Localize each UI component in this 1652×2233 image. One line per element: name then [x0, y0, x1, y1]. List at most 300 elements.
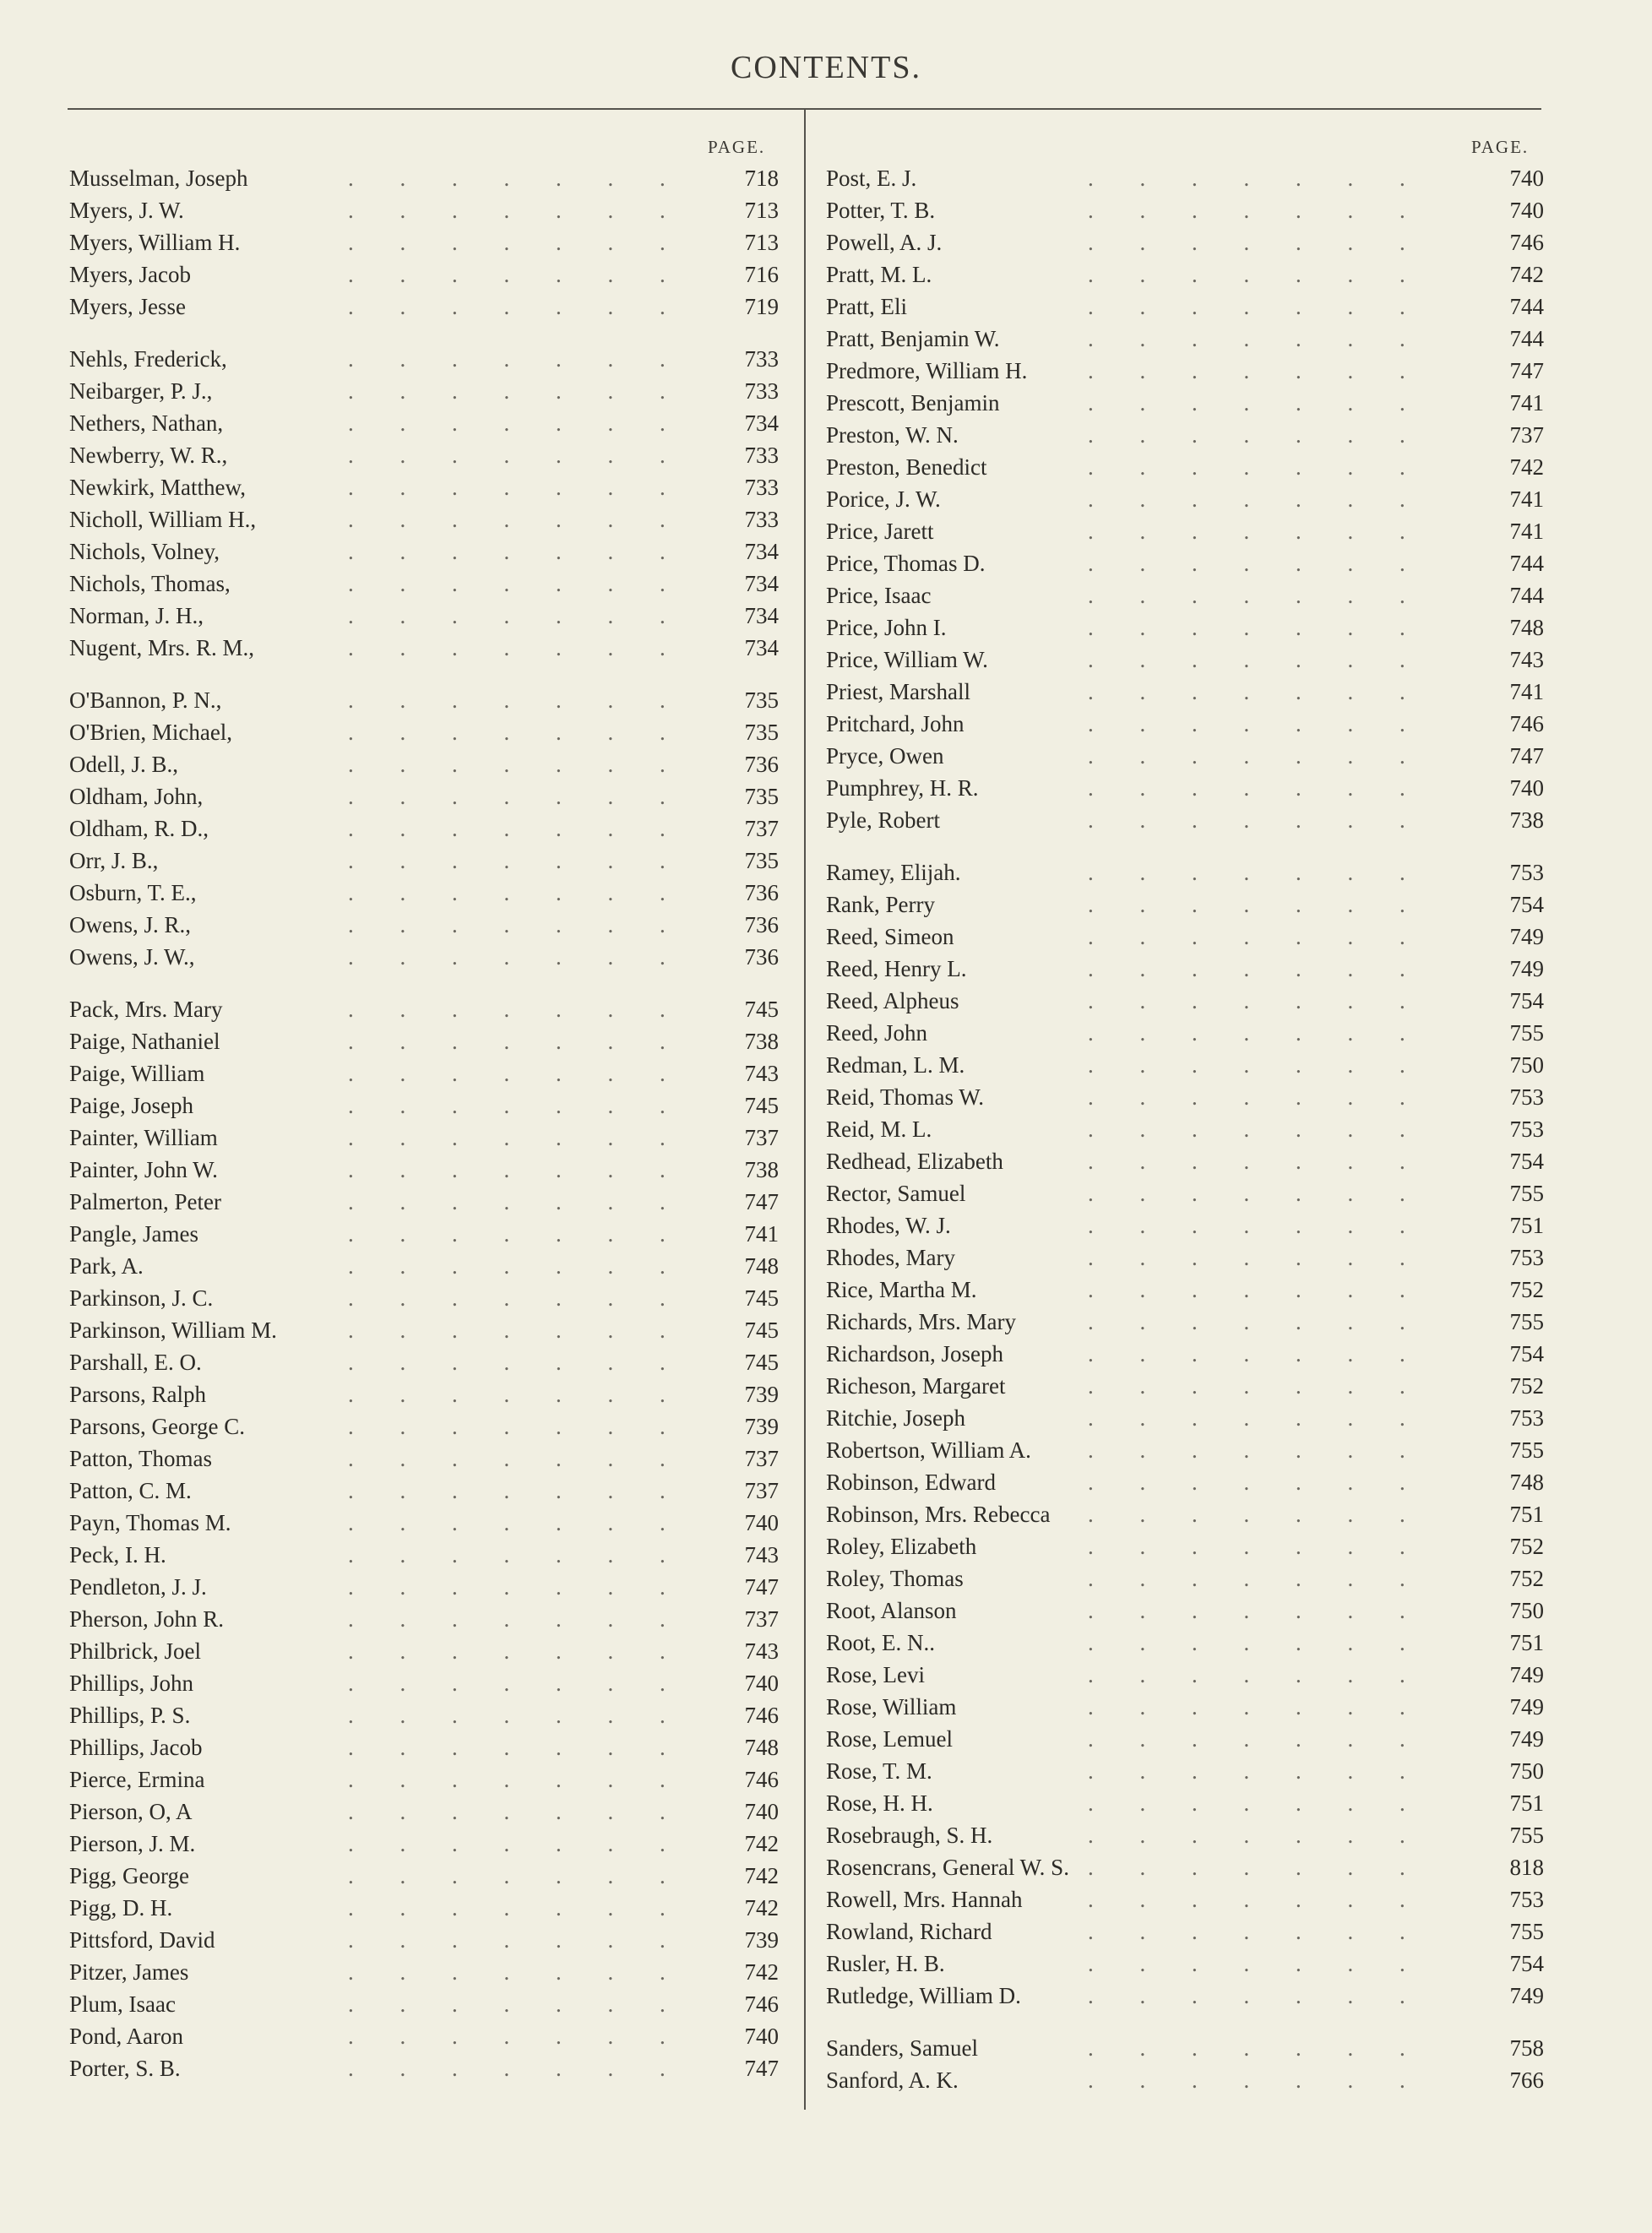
entry-page-number: 755 [1509, 1823, 1544, 1848]
entry-name: Roley, Elizabeth [826, 1534, 977, 1559]
entry-page-number: 751 [1509, 1790, 1544, 1816]
index-entry [69, 941, 779, 973]
entry-name: Pryce, Owen [826, 743, 944, 769]
dot-leader: . . . . . . . [348, 1318, 666, 1343]
dot-leader: . . . . . . . [348, 571, 666, 596]
entry-page-number: 742 [744, 1959, 779, 1985]
entry-name: Price, Jarett [826, 519, 934, 544]
entry-page-number: 745 [744, 1093, 779, 1118]
entry-page-number: 719 [744, 294, 779, 319]
index-entry [826, 1498, 1544, 1530]
entry-name: Reed, Henry L. [826, 956, 967, 981]
entry-page-number: 752 [1509, 1534, 1544, 1559]
entry-name: Pierce, Ermina [69, 1767, 205, 1792]
index-entry [69, 993, 779, 1025]
entry-name: Rosebraugh, S. H. [826, 1823, 993, 1848]
entry-page-number: 744 [1509, 294, 1544, 319]
dot-leader: . . . . . . . [1088, 1855, 1405, 1880]
entry-name: Ritchie, Joseph [826, 1405, 965, 1431]
index-entry [69, 2052, 779, 2084]
index-entry [826, 451, 1544, 483]
index-entry [69, 1763, 779, 1796]
entry-page-number: 738 [1509, 807, 1544, 833]
entry-page-number: 750 [1509, 1758, 1544, 1784]
dot-leader: . . . . . . . [348, 848, 666, 873]
dot-leader: . . . . . . . [348, 294, 666, 319]
index-entry [826, 953, 1544, 985]
dot-leader: . . . . . . . [348, 997, 666, 1022]
dot-leader: . . . . . . . [1088, 1534, 1405, 1559]
dot-leader: . . . . . . . [348, 539, 666, 564]
entry-name: Nichols, Volney, [69, 539, 220, 564]
entry-page-number: 754 [1509, 1341, 1544, 1366]
entry-page-number: 740 [1509, 198, 1544, 223]
entry-page-number: 737 [744, 1606, 779, 1632]
entry-page-number: 747 [1509, 358, 1544, 383]
index-entry [826, 1659, 1544, 1691]
dot-leader: . . . . . . . [348, 1478, 666, 1503]
dot-leader: . . . . . . . [1088, 1309, 1405, 1334]
dot-leader: . . . . . . . [348, 1350, 666, 1375]
index-entry [826, 226, 1544, 258]
entry-page-number: 718 [744, 166, 779, 191]
entry-name: Parsons, Ralph [69, 1382, 206, 1407]
entry-page-number: 716 [744, 262, 779, 287]
entry-name: Rhodes, Mary [826, 1245, 955, 1270]
index-entry [826, 1177, 1544, 1209]
index-entry [826, 1948, 1544, 1980]
entry-name: Patton, C. M. [69, 1478, 192, 1503]
dot-leader: . . . . . . . [1088, 1758, 1405, 1784]
dot-leader: . . . . . . . [348, 378, 666, 404]
index-entry [69, 1025, 779, 1057]
index-entry [69, 1860, 779, 1892]
entry-name: Rusler, H. B. [826, 1951, 945, 1976]
entry-name: Newkirk, Matthew, [69, 475, 246, 500]
entry-name: Myers, Jacob [69, 262, 191, 287]
dot-leader: . . . . . . . [348, 1863, 666, 1888]
dot-leader: . . . . . . . [1088, 454, 1405, 480]
entry-page-number: 735 [744, 720, 779, 745]
page-title: CONTENTS. [731, 50, 921, 85]
dot-leader: . . . . . . . [348, 1574, 666, 1600]
entry-page-number: 742 [744, 1863, 779, 1888]
index-entry [826, 1274, 1544, 1306]
entry-page-number: 758 [1509, 2035, 1544, 2061]
dot-leader: . . . . . . . [1088, 1213, 1405, 1238]
entry-page-number: 746 [744, 1767, 779, 1792]
entry-page-number: 734 [744, 539, 779, 564]
dot-leader: . . . . . . . [348, 1157, 666, 1182]
index-entry [826, 856, 1544, 888]
dot-leader: . . . . . . . [348, 1221, 666, 1247]
index-entry [826, 194, 1544, 226]
entry-name: Robinson, Mrs. Rebecca [826, 1502, 1051, 1527]
dot-leader: . . . . . . . [1088, 198, 1405, 223]
index-entry [69, 1057, 779, 1089]
entry-name: Rowland, Richard [826, 1919, 992, 1944]
entry-name: Owens, J. R., [69, 912, 192, 937]
entry-page-number: 751 [1509, 1502, 1544, 1527]
index-entry [826, 985, 1544, 1017]
entry-page-number: 736 [744, 944, 779, 970]
index-entry [69, 632, 779, 664]
index-entry [69, 1154, 779, 1186]
entry-page-number: 746 [744, 1703, 779, 1728]
index-entry [826, 2032, 1544, 2064]
dot-leader: . . . . . . . [348, 262, 666, 287]
dot-leader: . . . . . . . [348, 752, 666, 777]
dot-leader: . . . . . . . [1088, 390, 1405, 416]
dot-leader: . . . . . . . [1088, 679, 1405, 704]
entry-page-number: 743 [744, 1061, 779, 1086]
dot-leader: . . . . . . . [1088, 1502, 1405, 1527]
index-entry [69, 162, 779, 194]
entry-page-number: 742 [1509, 262, 1544, 287]
entry-name: Oldham, John, [69, 784, 204, 809]
entry-page-number: 734 [744, 410, 779, 436]
entry-page-number: 742 [744, 1895, 779, 1921]
entry-page-number: 739 [744, 1927, 779, 1953]
index-entry [826, 162, 1544, 194]
dot-leader: . . . . . . . [1088, 1887, 1405, 1912]
dot-leader: . . . . . . . [348, 1285, 666, 1311]
index-entry [69, 1378, 779, 1410]
entry-name: Pierson, J. M. [69, 1831, 196, 1856]
entry-name: Price, Thomas D. [826, 551, 986, 576]
entry-name: Parkinson, J. C. [69, 1285, 214, 1311]
dot-leader: . . . . . . . [348, 1510, 666, 1535]
column-divider [804, 108, 806, 2110]
dot-leader: . . . . . . . [348, 880, 666, 905]
entry-page-number: 737 [744, 816, 779, 841]
entry-page-number: 748 [744, 1735, 779, 1760]
index-entry [826, 1145, 1544, 1177]
entry-page-number: 746 [744, 1991, 779, 2017]
dot-leader: . . . . . . . [1088, 230, 1405, 255]
entry-name: Redhead, Elizabeth [826, 1149, 1003, 1174]
entry-name: Redman, L. M. [826, 1052, 965, 1078]
entry-page-number: 755 [1509, 1919, 1544, 1944]
index-entry [69, 258, 779, 291]
entry-page-number: 745 [744, 1318, 779, 1343]
entry-name: Ramey, Elijah. [826, 860, 961, 885]
dot-leader: . . . . . . . [1088, 1823, 1405, 1848]
index-entry [69, 1892, 779, 1924]
index-entry [69, 1314, 779, 1346]
index-entry [826, 1209, 1544, 1241]
index-entry [69, 535, 779, 568]
entry-name: Palmerton, Peter [69, 1189, 221, 1214]
dot-leader: . . . . . . . [1088, 583, 1405, 608]
entry-page-number: 755 [1509, 1437, 1544, 1463]
entry-name: Roley, Thomas [826, 1566, 964, 1591]
entry-page-number: 737 [744, 1478, 779, 1503]
entry-page-number: 747 [744, 2056, 779, 2081]
entry-name: Reid, M. L. [826, 1116, 932, 1142]
entry-name: Root, Alanson [826, 1598, 957, 1623]
entry-page-number: 741 [1509, 390, 1544, 416]
entry-page-number: 766 [1509, 2067, 1544, 2093]
entry-page-number: 747 [744, 1574, 779, 1600]
index-entry [69, 343, 779, 375]
index-entry [826, 611, 1544, 644]
dot-leader: . . . . . . . [348, 1767, 666, 1792]
entry-name: Pritchard, John [826, 711, 965, 736]
entry-page-number: 733 [744, 443, 779, 468]
dot-leader: . . . . . . . [348, 2024, 666, 2049]
entry-name: Prescott, Benjamin [826, 390, 1000, 416]
dot-leader: . . . . . . . [1088, 1630, 1405, 1655]
index-entry [69, 226, 779, 258]
index-entry [826, 1017, 1544, 1049]
index-entry [826, 323, 1544, 355]
entry-page-number: 749 [1509, 956, 1544, 981]
index-entry [69, 1122, 779, 1154]
entry-name: Pittsford, David [69, 1927, 215, 1953]
entry-page-number: 735 [744, 848, 779, 873]
entry-name: Richards, Mrs. Mary [826, 1309, 1016, 1334]
dot-leader: . . . . . . . [1088, 1020, 1405, 1046]
index-entry [826, 1402, 1544, 1434]
entry-page-number: 747 [744, 1189, 779, 1214]
entry-name: Norman, J. H., [69, 603, 204, 628]
entry-name: Neibarger, P. J., [69, 378, 213, 404]
entry-page-number: 745 [744, 1285, 779, 1311]
dot-leader: . . . . . . . [348, 1061, 666, 1086]
index-entry [826, 547, 1544, 579]
dot-leader: . . . . . . . [1088, 1341, 1405, 1366]
entry-page-number: 736 [744, 752, 779, 777]
entry-page-number: 749 [1509, 924, 1544, 949]
index-entry [826, 1113, 1544, 1145]
entry-page-number: 753 [1509, 1116, 1544, 1142]
dot-leader: . . . . . . . [348, 1414, 666, 1439]
dot-leader: . . . . . . . [1088, 860, 1405, 885]
index-entry [69, 1731, 779, 1763]
entry-name: Potter, T. B. [826, 198, 936, 223]
entry-page-number: 745 [744, 997, 779, 1022]
entry-page-number: 755 [1509, 1181, 1544, 1206]
entry-name: Pumphrey, H. R. [826, 775, 979, 801]
entry-name: Rice, Martha M. [826, 1277, 977, 1302]
dot-leader: . . . . . . . [348, 1799, 666, 1824]
index-entry [826, 1787, 1544, 1819]
dot-leader: . . . . . . . [348, 443, 666, 468]
entry-name: Rose, William [826, 1694, 957, 1720]
entry-page-number: 743 [744, 1638, 779, 1664]
entry-page-number: 740 [744, 2024, 779, 2049]
entry-name: Rose, T. M. [826, 1758, 932, 1784]
index-entry [69, 600, 779, 632]
entry-name: Porice, J. W. [826, 486, 941, 512]
dot-leader: . . . . . . . [1088, 262, 1405, 287]
entry-name: Rose, Levi [826, 1662, 925, 1687]
entry-name: Rector, Samuel [826, 1181, 966, 1206]
entry-page-number: 733 [744, 507, 779, 532]
index-entry [826, 772, 1544, 804]
entry-name: Parshall, E. O. [69, 1350, 202, 1375]
dot-leader: . . . . . . . [348, 1382, 666, 1407]
dot-leader: . . . . . . . [348, 1093, 666, 1118]
index-entry [826, 1530, 1544, 1562]
entry-page-number: 735 [744, 784, 779, 809]
right-index-column [826, 162, 1544, 2096]
entry-name: Rhodes, W. J. [826, 1213, 951, 1238]
entry-page-number: 818 [1509, 1855, 1544, 1880]
entry-page-number: 749 [1509, 1662, 1544, 1687]
entry-page-number: 713 [744, 198, 779, 223]
index-entry [69, 568, 779, 600]
dot-leader: . . . . . . . [1088, 1181, 1405, 1206]
index-entry [69, 1796, 779, 1828]
dot-leader: . . . . . . . [348, 912, 666, 937]
dot-leader: . . . . . . . [1088, 743, 1405, 769]
dot-leader: . . . . . . . [348, 720, 666, 745]
entry-name: Myers, William H. [69, 230, 241, 255]
index-entry [826, 1980, 1544, 2012]
dot-leader: . . . . . . . [1088, 294, 1405, 319]
dot-leader: . . . . . . . [348, 1671, 666, 1696]
index-entry [69, 877, 779, 909]
entry-page-number: 749 [1509, 1726, 1544, 1752]
dot-leader: . . . . . . . [1088, 1373, 1405, 1399]
index-entry [69, 1507, 779, 1539]
index-entry [69, 716, 779, 748]
dot-leader: . . . . . . . [348, 1029, 666, 1054]
dot-leader: . . . . . . . [1088, 956, 1405, 981]
index-entry [69, 1603, 779, 1635]
index-entry [826, 1241, 1544, 1274]
dot-leader: . . . . . . . [1088, 422, 1405, 448]
index-entry [826, 1338, 1544, 1370]
entry-page-number: 752 [1509, 1373, 1544, 1399]
entry-page-number: 749 [1509, 1694, 1544, 1720]
index-entry [69, 291, 779, 323]
index-entry [69, 1282, 779, 1314]
index-entry [69, 1089, 779, 1122]
entry-name: Newberry, W. R., [69, 443, 228, 468]
index-entry [69, 1956, 779, 1988]
entry-page-number: 754 [1509, 988, 1544, 1013]
index-entry [69, 909, 779, 941]
dot-leader: . . . . . . . [1088, 1983, 1405, 2008]
dot-leader: . . . . . . . [348, 410, 666, 436]
index-entry [69, 1924, 779, 1956]
entry-name: Reid, Thomas W. [826, 1084, 985, 1110]
dot-leader: . . . . . . . [348, 507, 666, 532]
entry-page-number: 740 [744, 1510, 779, 1535]
entry-page-number: 749 [1509, 1983, 1544, 2008]
entry-page-number: 736 [744, 880, 779, 905]
entry-page-number: 740 [1509, 775, 1544, 801]
index-entry [69, 1410, 779, 1442]
entry-name: Myers, Jesse [69, 294, 186, 319]
dot-leader: . . . . . . . [348, 1735, 666, 1760]
entry-page-number: 713 [744, 230, 779, 255]
index-entry [69, 471, 779, 503]
entry-name: Predmore, William H. [826, 358, 1028, 383]
dot-leader: . . . . . . . [1088, 2067, 1405, 2093]
entry-page-number: 753 [1509, 1245, 1544, 1270]
entry-name: Rank, Perry [826, 892, 935, 917]
entry-name: Richardson, Joseph [826, 1341, 1003, 1366]
dot-leader: . . . . . . . [348, 603, 666, 628]
index-entry [826, 579, 1544, 611]
entry-page-number: 751 [1509, 1213, 1544, 1238]
index-entry [826, 291, 1544, 323]
dot-leader: . . . . . . . [1088, 924, 1405, 949]
entry-name: O'Bannon, P. N., [69, 687, 222, 713]
entry-page-number: 739 [744, 1382, 779, 1407]
entry-page-number: 740 [744, 1671, 779, 1696]
index-entry [826, 1819, 1544, 1851]
entry-page-number: 734 [744, 635, 779, 660]
dot-leader: . . . . . . . [348, 944, 666, 970]
entry-page-number: 753 [1509, 1084, 1544, 1110]
index-entry [826, 515, 1544, 547]
dot-leader: . . . . . . . [1088, 1694, 1405, 1720]
entry-name: Nichols, Thomas, [69, 571, 231, 596]
entry-page-number: 741 [744, 1221, 779, 1247]
entry-name: Phillips, P. S. [69, 1703, 191, 1728]
entry-name: Painter, William [69, 1125, 218, 1150]
group-gap [826, 2012, 1544, 2032]
entry-page-number: 751 [1509, 1630, 1544, 1655]
entry-name: Porter, S. B. [69, 2056, 181, 2081]
entry-page-number: 737 [744, 1125, 779, 1150]
entry-page-number: 748 [1509, 615, 1544, 640]
entry-name: Nicholl, William H., [69, 507, 257, 532]
entry-name: Patton, Thomas [69, 1446, 213, 1471]
entry-name: Post, E. J. [826, 166, 917, 191]
index-entry [69, 1667, 779, 1699]
index-entry [826, 483, 1544, 515]
index-entry [826, 2064, 1544, 2096]
dot-leader: . . . . . . . [1088, 1566, 1405, 1591]
index-entry [826, 1691, 1544, 1723]
index-entry [826, 1306, 1544, 1338]
index-entry [69, 2020, 779, 2052]
entry-page-number: 733 [744, 475, 779, 500]
entry-page-number: 748 [1509, 1470, 1544, 1495]
index-entry [69, 1250, 779, 1282]
dot-leader: . . . . . . . [1088, 988, 1405, 1013]
dot-leader: . . . . . . . [1088, 166, 1405, 191]
entry-page-number: 752 [1509, 1277, 1544, 1302]
dot-leader: . . . . . . . [1088, 1052, 1405, 1078]
entry-name: Paige, Joseph [69, 1093, 193, 1118]
index-entry [69, 1635, 779, 1667]
dot-leader: . . . . . . . [1088, 1277, 1405, 1302]
entry-name: Philbrick, Joel [69, 1638, 201, 1664]
index-entry [69, 1988, 779, 2020]
entry-name: Root, E. N.. [826, 1630, 936, 1655]
entry-name: Preston, W. N. [826, 422, 959, 448]
entry-name: Rose, H. H. [826, 1790, 933, 1816]
index-entry [826, 708, 1544, 740]
entry-name: Price, Isaac [826, 583, 932, 608]
entry-name: Price, William W. [826, 647, 988, 672]
index-entry [69, 845, 779, 877]
entry-name: Odell, J. B., [69, 752, 179, 777]
entry-name: Sanford, A. K. [826, 2067, 959, 2093]
entry-page-number: 744 [1509, 326, 1544, 351]
entry-name: Robertson, William A. [826, 1437, 1031, 1463]
index-entry [826, 1562, 1544, 1595]
entry-page-number: 748 [744, 1253, 779, 1279]
dot-leader: . . . . . . . [348, 816, 666, 841]
